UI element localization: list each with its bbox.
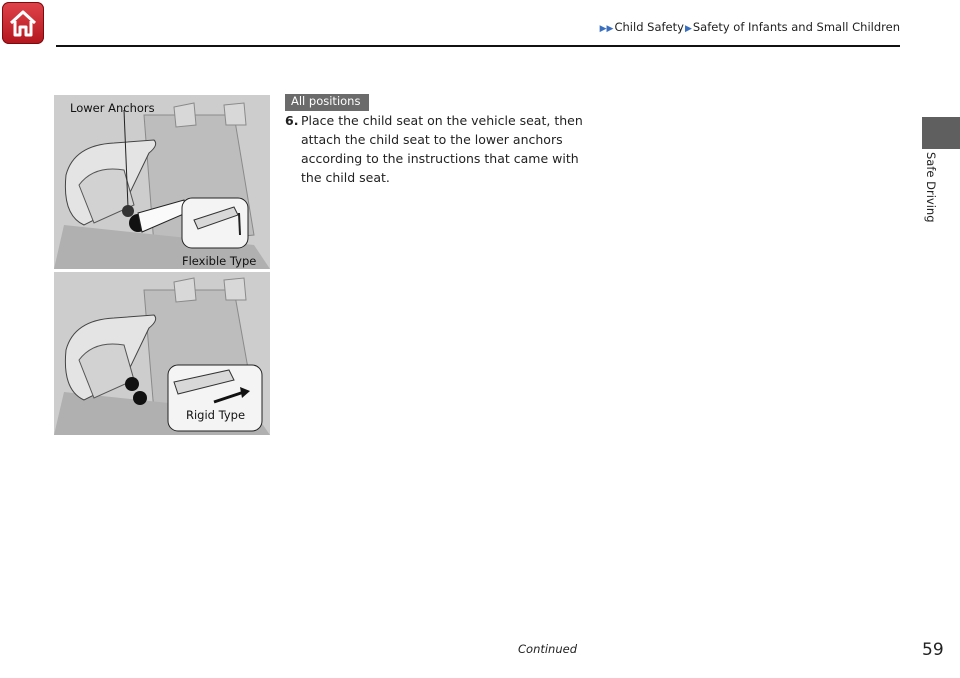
breadcrumb-item-safety-of-infants[interactable]: Safety of Infants and Small Children <box>692 20 900 34</box>
section-tab-marker[interactable] <box>922 117 960 149</box>
step-text: Place the child seat on the vehicle seat, then attach the child seat to the lower anchors according to the instructions that came with the child seat. <box>301 113 583 185</box>
continued-label: Continued <box>518 642 578 656</box>
home-icon <box>7 7 39 39</box>
rigid-type-illustration <box>54 272 270 435</box>
flexible-type-illustration <box>54 95 270 269</box>
section-tab-label: Safe Driving <box>924 152 938 223</box>
step-number: 6. <box>285 113 299 128</box>
page-number: 59 <box>922 640 944 660</box>
lower-anchors-label: Lower Anchors <box>70 101 155 115</box>
breadcrumb-arrow-icon: ▶▶ <box>599 24 614 34</box>
header-divider <box>56 45 900 47</box>
step-6 <box>285 111 585 187</box>
position-tag: All positions <box>285 94 369 111</box>
rigid-type-label: Rigid Type <box>186 408 246 422</box>
breadcrumb-arrow-icon: ▶ <box>684 24 692 34</box>
flexible-type-label: Flexible Type <box>182 254 257 268</box>
home-button[interactable] <box>2 2 44 44</box>
breadcrumb <box>599 20 900 34</box>
breadcrumb-item-child-safety[interactable]: Child Safety <box>614 20 684 34</box>
